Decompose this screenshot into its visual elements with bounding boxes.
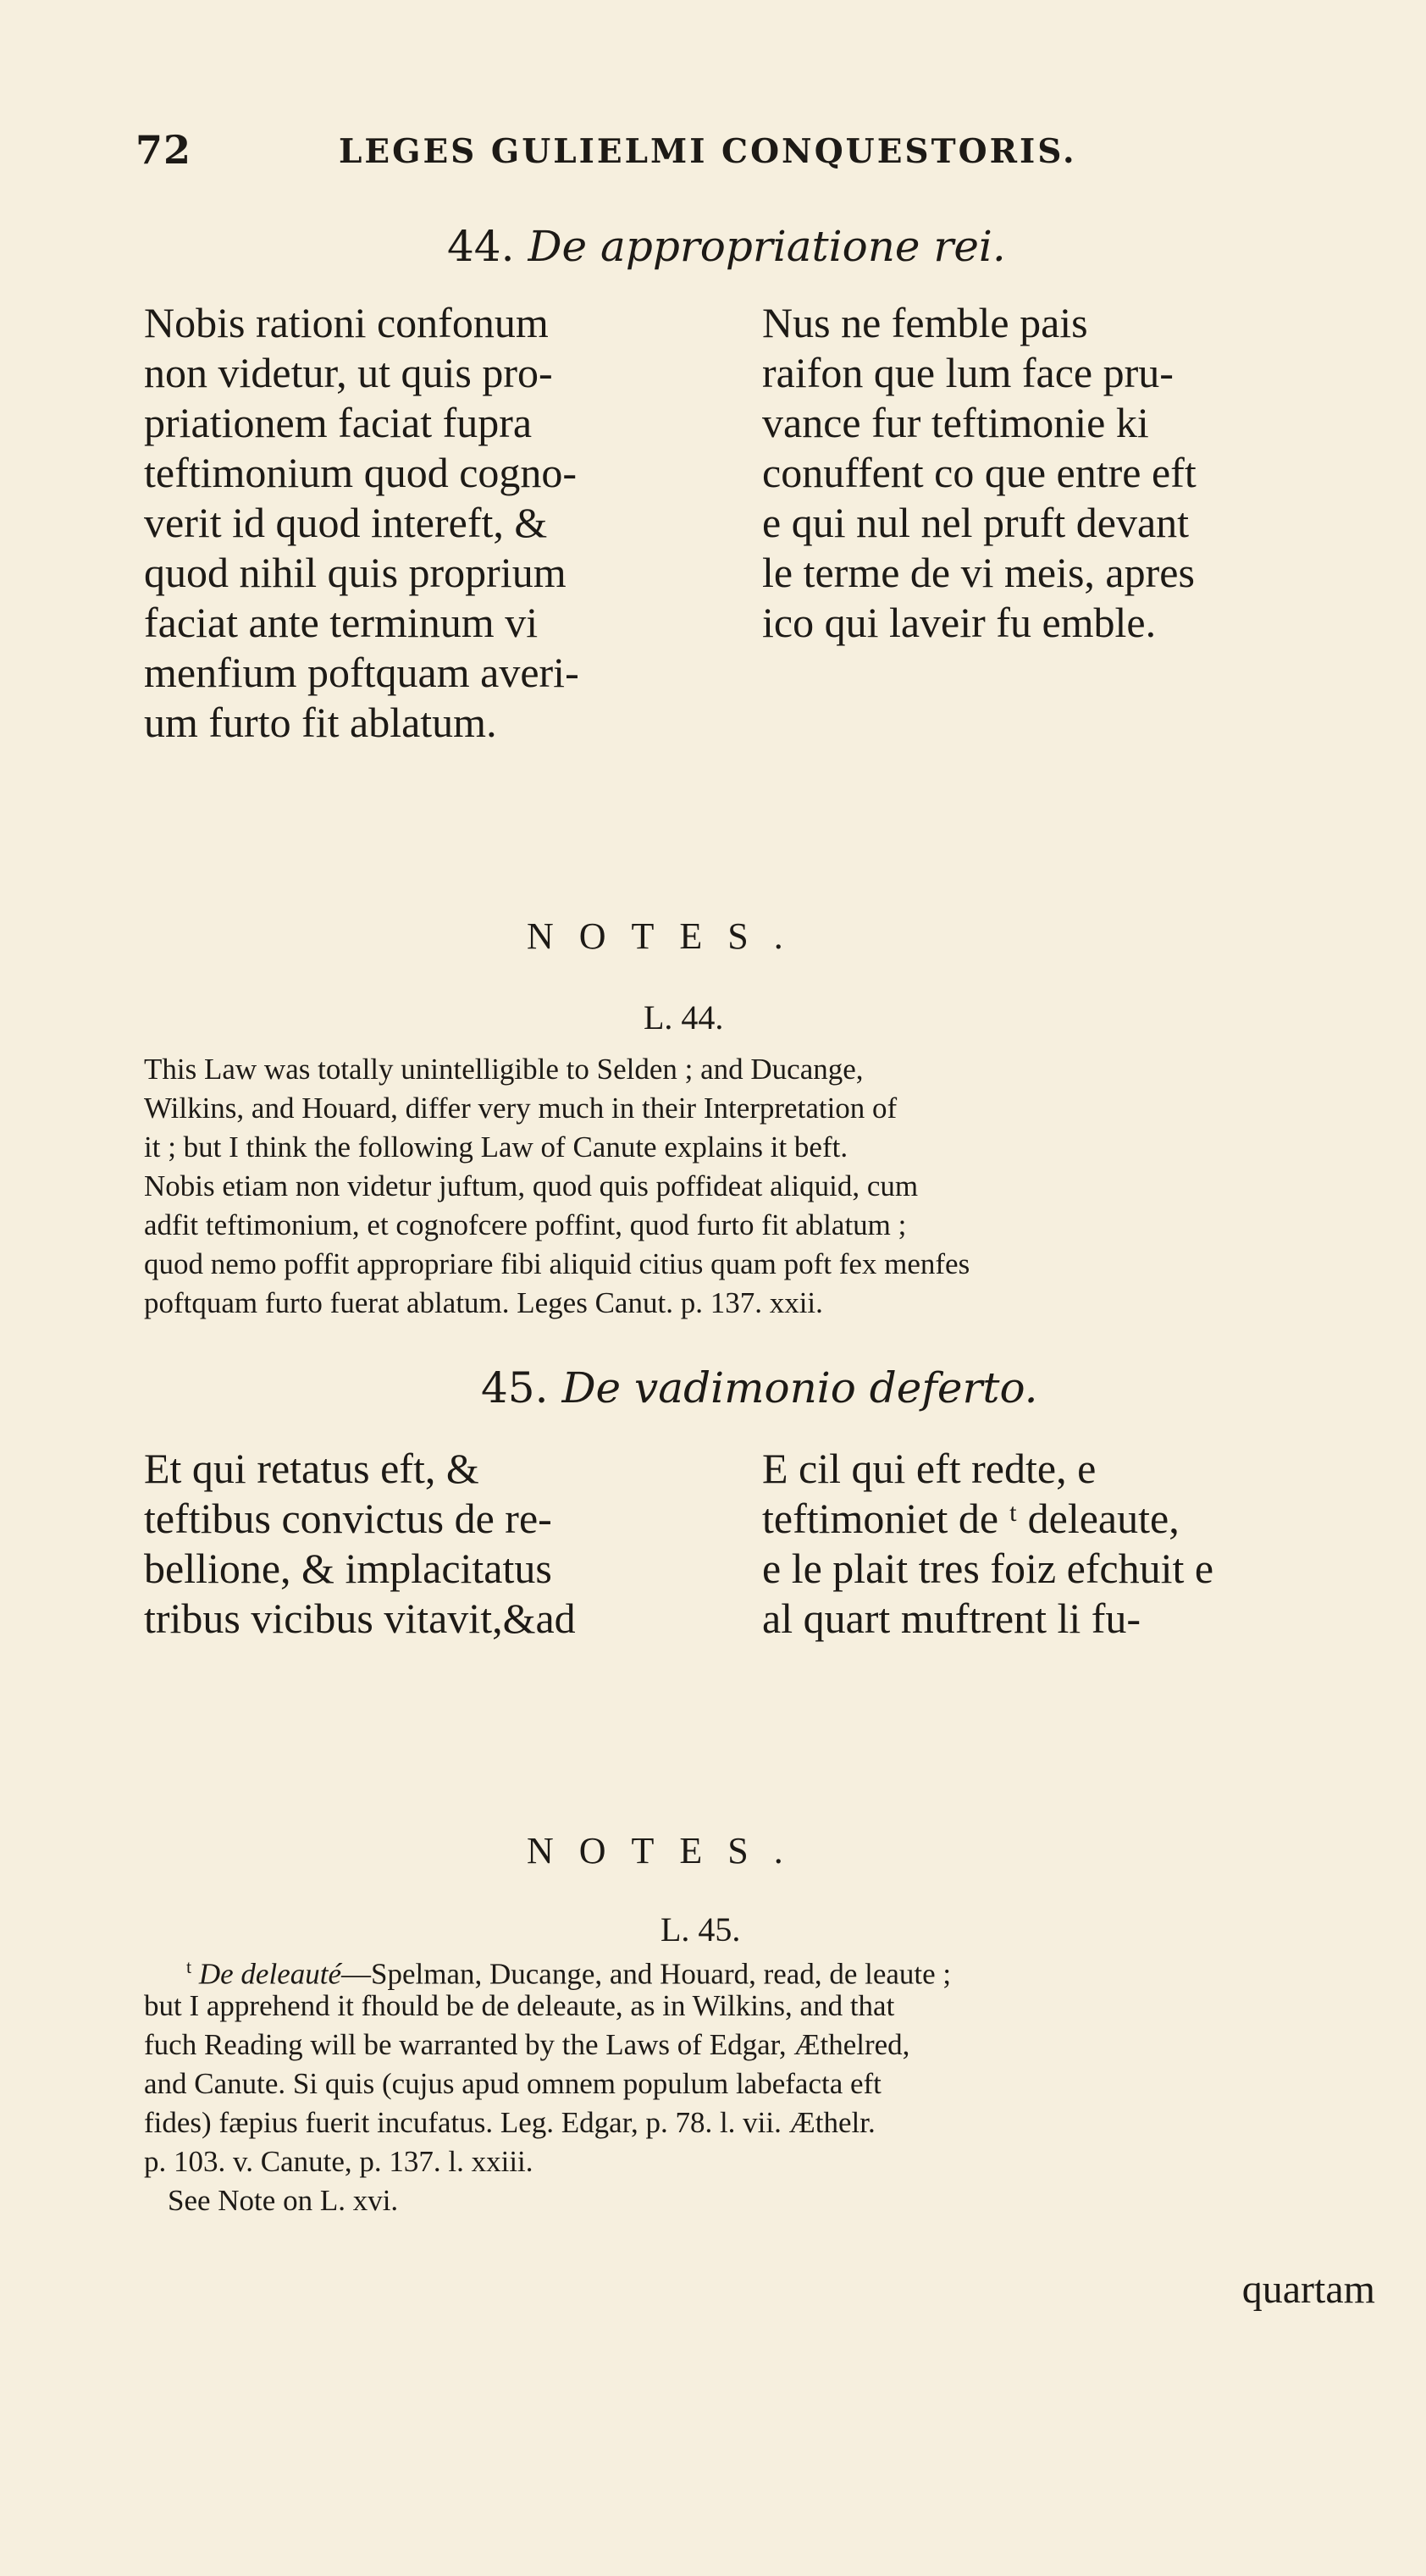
running-title: LEGES GULIELMI CONQUESTORIS. — [339, 132, 1077, 171]
note-line: poftquam furto fuerat ablatum. Leges Canut. p. 137. xxii. — [144, 1286, 823, 1319]
note-line: See Note on L. xvi. — [168, 2184, 399, 2217]
page-number: 72 — [135, 127, 192, 173]
note-45-text-continued — [144, 1987, 1380, 2220]
french-line: teftimoniet de ᵗ deleaute, — [762, 1495, 1180, 1542]
latin-line: menfium poftquam averi- — [144, 649, 579, 696]
latin-line: um furto fit ablatum. — [144, 699, 497, 746]
note-line: Wilkins, and Houard, differ very much in their Interpretation of — [144, 1092, 898, 1125]
note-term: De deleauté — [198, 1957, 341, 1991]
note-line: p. 103. v. Canute, p. 137. l. xxiii. — [144, 2145, 533, 2178]
note-line-text: —Spelman, Ducange, and Houard, read, de leaute ; — [341, 1957, 952, 1991]
law-45-title: De vadimonio deferto. — [561, 1363, 1038, 1412]
note-line: fides) fæpius fuerit incufatus. Leg. Edgar, p. 78. l. vii. Æthelr. — [144, 2106, 876, 2139]
law-45-french-column — [762, 1444, 1372, 1644]
french-line: vance fur teftimonie ki — [762, 399, 1149, 446]
french-line: raifon que lum face pru- — [762, 349, 1174, 396]
law-44-french-column — [762, 298, 1372, 648]
law-44-title: De appropriatione rei. — [528, 222, 1006, 271]
latin-line: faciat ante terminum vi — [144, 599, 539, 646]
law-44-latin-column — [144, 298, 737, 748]
note-line: This Law was totally unintelligible to Selden ; and Ducange, — [144, 1053, 864, 1086]
french-line: e le plait tres foiz efchuit e — [762, 1545, 1214, 1592]
footnote-marker: t — [186, 1956, 192, 1977]
notes-heading-2: NOTES. — [527, 1830, 809, 1871]
notes-heading-1: NOTES. — [527, 915, 809, 957]
law-44-heading — [447, 222, 1006, 271]
latin-line: tribus vicibus vitavit,&ad — [144, 1595, 576, 1642]
notes-label-45: L. 45. — [660, 1910, 741, 1949]
french-line: E cil qui eft redte, e — [762, 1445, 1097, 1492]
note-line: and Canute. Si quis (cujus apud omnem populum labefacta eft — [144, 2067, 882, 2100]
latin-line: non videtur, ut quis pro- — [144, 349, 553, 396]
french-line: e qui nul nel pruft devant — [762, 499, 1190, 546]
law-45-heading — [481, 1363, 1038, 1412]
latin-line: bellione, & implacitatus — [144, 1545, 552, 1592]
note-line: but I apprehend it fhould be de deleaute, as in Wilkins, and that — [144, 1989, 895, 2022]
french-line: ico qui laveir fu emble. — [762, 599, 1157, 646]
running-head — [135, 127, 1118, 178]
latin-line: priationem faciat fupra — [144, 399, 533, 446]
latin-line: verit id quod intereft, & — [144, 499, 548, 546]
latin-line: quod nihil quis proprium — [144, 549, 567, 596]
note-line: fuch Reading will be warranted by the Laws of Edgar, Æthelred, — [144, 2028, 910, 2061]
catchword: quartam — [1241, 2267, 1375, 2312]
latin-line: Nobis rationi confonum — [144, 299, 549, 346]
french-line: conuffent co que entre eft — [762, 449, 1197, 496]
latin-line: Et qui retatus eft, & — [144, 1445, 479, 1492]
latin-line: teftibus convictus de re- — [144, 1495, 552, 1542]
french-line: al quart muftrent li fu- — [762, 1595, 1141, 1642]
french-line: le terme de vi meis, apres — [762, 549, 1195, 596]
law-45-latin-column — [144, 1444, 737, 1644]
law-44-number: 44. — [447, 222, 515, 271]
law-45-number: 45. — [481, 1363, 549, 1412]
french-line: Nus ne femble pais — [762, 299, 1088, 346]
note-line: Nobis etiam non videtur juftum, quod quis poffideat aliquid, cum — [144, 1169, 919, 1202]
notes-label-44: L. 44. — [644, 998, 724, 1036]
note-44-text — [144, 1050, 1380, 1323]
note-line: it ; but I think the following Law of Canute explains it beft. — [144, 1130, 848, 1164]
note-line: adfit teftimonium, et cognofcere poffint, quod furto fit ablatum ; — [144, 1208, 907, 1241]
note-line: quod nemo poffit appropriare fibi aliquid citius quam poft fex menfes — [144, 1247, 970, 1280]
latin-line: teftimonium quod cogno- — [144, 449, 578, 496]
